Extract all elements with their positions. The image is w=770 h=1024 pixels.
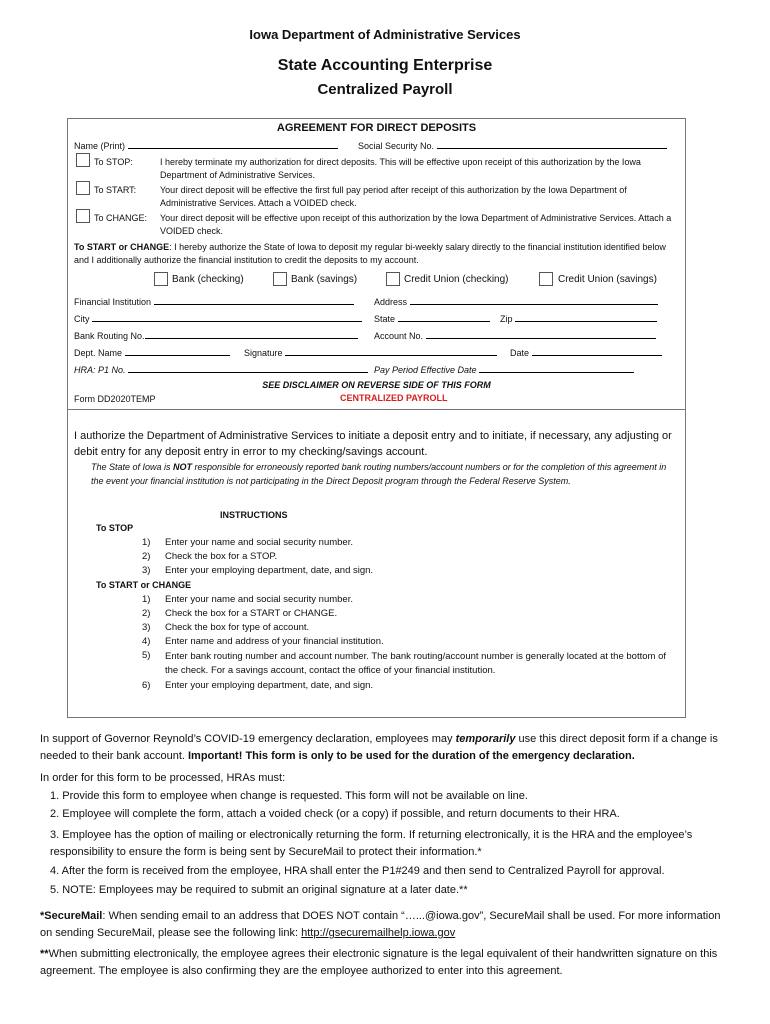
stop-step-number: 3) [142, 565, 151, 576]
bank-checking-checkbox[interactable] [154, 272, 168, 286]
name-field[interactable] [74, 138, 338, 153]
name-label: Name (Print) [74, 141, 126, 151]
dept-name-field[interactable]: Dept. Name [74, 345, 230, 360]
start-step-text: Enter your name and social security number. [165, 594, 353, 605]
stop-label: To STOP: [94, 157, 133, 167]
cu-savings-label: Credit Union (savings) [558, 274, 657, 285]
signature-field[interactable]: Signature [244, 345, 497, 360]
hra-item: 5. NOTE: Employees may be required to submit an original signature at a later date.** [50, 884, 468, 896]
change-text: Your direct deposit will be effective upon receipt of this authorization by the Iowa Department of Administrative Services. Attach a VOIDED check. [160, 213, 672, 236]
agency-name: Iowa Department of Administrative Services [249, 27, 521, 42]
start-step-text: Enter name and address of your financial institution. [165, 636, 384, 647]
state-field[interactable]: State [374, 311, 490, 326]
form-number: Form DD2020TEMP [74, 394, 156, 404]
start-step-text: Enter bank routing number and account number. The bank routing/account number is generally located at the bottom of the check. For a savings account, contact the office of your financial institution. [165, 651, 666, 676]
stop-step-text: Enter your employing department, date, and sign. [165, 565, 374, 576]
bank-savings-checkbox[interactable] [273, 272, 287, 286]
form-divider [68, 409, 685, 410]
start-text: Your direct deposit will be effective the first full pay period after receipt of this authorization by the Iowa Department of Administrative Services. Attach a VOIDED check. [160, 185, 627, 208]
start-step-number: 6) [142, 680, 151, 691]
stop-step-number: 2) [142, 551, 151, 562]
ssn-field[interactable] [358, 138, 667, 153]
start-label: To START: [94, 185, 137, 195]
covid-notice: In support of Governor Reynold’s COVID-19 emergency declaration, employees may temporarily use this direct deposit form if a change is needed to their bank account. Important! This form is only to be used for the duration of the emergency declaration. [40, 733, 718, 762]
page-title: State Accounting Enterprise [277, 57, 493, 74]
city-field[interactable]: City [74, 311, 362, 326]
start-checkbox[interactable] [76, 181, 90, 195]
financial-institution-field[interactable]: Financial Institution [74, 294, 354, 309]
start-step-number: 4) [142, 636, 151, 647]
authorize-deposit-paragraph: I authorize the Department of Administrative Services to initiate a deposit entry and to initiate, if necessary, any adjusting or debit entry for any deposit entry in error to my checking/savings account. [74, 430, 672, 458]
page-subtitle: Centralized Payroll [317, 81, 453, 98]
instructions-heading: INSTRUCTIONS [220, 510, 288, 520]
start-step-text: Enter your employing department, date, and sign. [165, 680, 374, 691]
zip-field[interactable]: Zip [500, 311, 657, 326]
disclaimer-notice: SEE DISCLAIMER ON REVERSE SIDE OF THIS FORM [262, 380, 491, 390]
securemail-note: *SecureMail: When sending email to an address that DOES NOT contain “…...@iowa.gov”, SecureMail shall be used. For more information on sending SecureMail, please see the following link: http://gsecuremailhelp.iowa.gov [40, 910, 721, 939]
start-step-number: 2) [142, 608, 151, 619]
cu-checking-label: Credit Union (checking) [404, 274, 509, 285]
date-field[interactable]: Date [510, 345, 662, 360]
cu-savings-checkbox[interactable] [539, 272, 553, 286]
hra-p1-field[interactable]: HRA: P1 No. [74, 362, 368, 377]
cu-checking-checkbox[interactable] [386, 272, 400, 286]
stop-checkbox[interactable] [76, 153, 90, 167]
agreement-heading: AGREEMENT FOR DIRECT DEPOSITS [276, 122, 477, 134]
bank-checking-label: Bank (checking) [172, 274, 244, 285]
stop-step-number: 1) [142, 537, 151, 548]
stop-instructions-heading: To STOP [96, 523, 134, 533]
stop-step-text: Check the box for a STOP. [165, 551, 278, 562]
start-step-number: 1) [142, 594, 151, 605]
state-disclaimer: The State of Iowa is NOT responsible for erroneously reported bank routing numbers/account numbers or for the completion of this agreement in the event your financial institution is not participating in the Direct Deposit program through the Federal Reserve System. [91, 462, 667, 486]
bank-savings-label: Bank (savings) [291, 274, 358, 285]
start-step-text: Check the box for type of account. [165, 622, 310, 633]
hra-requirements-intro: In order for this form to be processed, HRAs must: [40, 772, 286, 784]
hra-item: 3. Employee has the option of mailing or electronically returning the form. If returning electronically, it is the HRA and the employee’s responsibility to ensure the form is being sent by SecureMail to protect their information.* [50, 829, 693, 858]
hra-item: 1. Provide this form to employee when change is requested. This form will not be available on line. [50, 790, 528, 802]
securemail-link[interactable]: http://gsecuremailhelp.iowa.gov [301, 927, 456, 939]
hra-item: 4. After the form is received from the employee, HRA shall enter the P1#249 and then send to Centralized Payroll for approval. [50, 865, 665, 877]
change-label: To CHANGE: [94, 213, 148, 223]
address-field[interactable]: Address [374, 294, 658, 309]
routing-number-field[interactable]: Bank Routing No. [74, 328, 358, 343]
authorization-text: To START or CHANGE: I hereby authorize the State of Iowa to deposit my regular bi-weekly salary directly to the financial institution identified below and I additionally authorize the financial institution to credit the deposits to my account. [74, 242, 666, 265]
start-step-number: 5) [142, 650, 151, 661]
electronic-signature-note: **When submitting electronically, the employee agrees their electronic signature is the legal equivalent of their handwritten signature on this agreement. The employee is also confirming they are the employee authorized to enter into this agreement. [40, 948, 718, 977]
start-step-text: Check the box for a START or CHANGE. [165, 608, 338, 619]
direct-deposit-form [67, 118, 686, 718]
change-checkbox[interactable] [76, 209, 90, 223]
start-step-number: 3) [142, 622, 151, 633]
pay-period-date-field[interactable]: Pay Period Effective Date [374, 362, 634, 377]
account-number-field[interactable]: Account No. [374, 328, 656, 343]
stop-step-text: Enter your name and social security number. [165, 537, 353, 548]
start-change-instructions-heading: To START or CHANGE [96, 580, 192, 590]
ssn-label: Social Security No. [358, 141, 435, 151]
centralized-payroll-stamp: CENTRALIZED PAYROLL [340, 393, 448, 403]
stop-text: I hereby terminate my authorization for direct deposits. This will be effective upon receipt of this authorization by the Iowa Department of Administrative Services. [160, 157, 641, 180]
hra-item: 2. Employee will complete the form, attach a voided check (or a copy) if possible, and return documents to their HRA. [50, 808, 620, 820]
